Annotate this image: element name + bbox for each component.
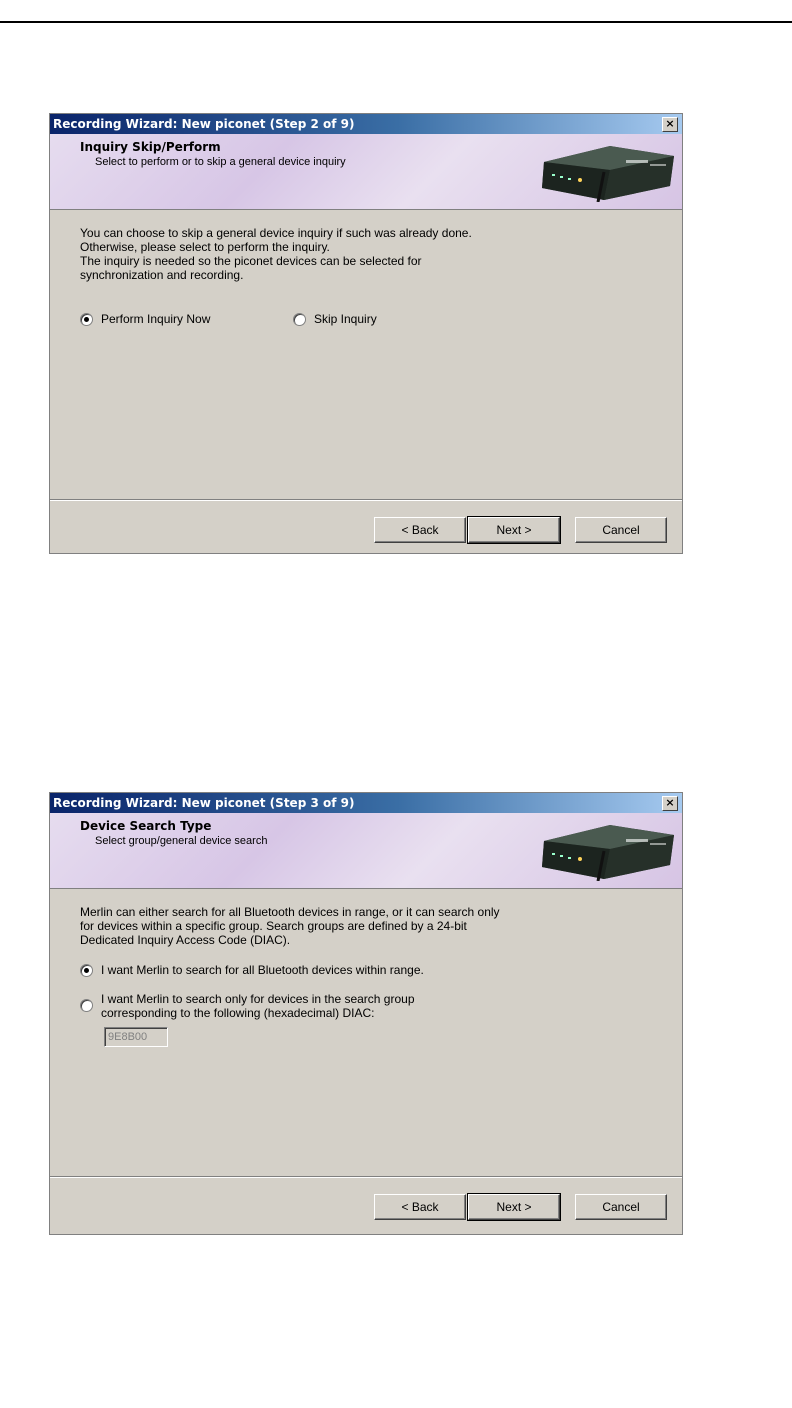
next-button[interactable]: Next > <box>468 1194 560 1220</box>
radio-label: Skip Inquiry <box>314 312 377 326</box>
next-button[interactable]: Next > <box>468 517 560 543</box>
radio-label: Perform Inquiry Now <box>101 312 211 326</box>
back-button[interactable]: < Back <box>374 517 466 543</box>
instructions-line: You can choose to skip a general device inquiry if such was already done. <box>80 226 472 240</box>
diac-input[interactable]: 9E8B00 <box>104 1027 168 1047</box>
radio-label-line: corresponding to the following (hexadecimal) DIAC: <box>101 1006 375 1020</box>
analyzer-device-image <box>540 821 676 881</box>
window-title: Recording Wizard: New piconet (Step 3 of 9) <box>53 796 355 810</box>
header-title: Inquiry Skip/Perform <box>80 140 221 154</box>
instructions-text <box>80 905 620 947</box>
instructions-line: synchronization and recording. <box>80 268 244 282</box>
button-area-divider <box>50 499 682 501</box>
radio-label-line: I want Merlin to search only for devices in the search group <box>101 992 415 1006</box>
header-title: Device Search Type <box>80 819 212 833</box>
search-group-radio[interactable] <box>80 992 415 1020</box>
instructions-line: Merlin can either search for all Bluetooth devices in range, or it can search only <box>80 905 500 919</box>
title-bar[interactable] <box>50 114 682 134</box>
radio-unchecked-icon <box>80 999 93 1012</box>
radio-label: I want Merlin to search for all Bluetooth devices within range. <box>101 963 424 977</box>
page-top-rule <box>0 21 792 23</box>
close-button[interactable]: × <box>662 796 678 811</box>
wizard-header <box>50 813 682 889</box>
instructions-line: for devices within a specific group. Search groups are defined by a 24-bit <box>80 919 467 933</box>
instructions-line: Dedicated Inquiry Access Code (DIAC). <box>80 933 291 947</box>
header-subtitle: Select to perform or to skip a general device inquiry <box>95 156 346 168</box>
search-all-devices-radio[interactable] <box>80 963 424 977</box>
perform-inquiry-radio[interactable] <box>80 312 210 326</box>
instructions-line: The inquiry is needed so the piconet devices can be selected for <box>80 254 422 268</box>
back-button[interactable]: < Back <box>374 1194 466 1220</box>
title-bar[interactable] <box>50 793 682 813</box>
cancel-button[interactable]: Cancel <box>575 517 667 543</box>
radio-unchecked-icon <box>293 313 306 326</box>
radio-label <box>101 992 415 1020</box>
radio-checked-icon <box>80 964 93 977</box>
instructions-text <box>80 226 620 282</box>
header-subtitle: Select group/general device search <box>95 835 268 847</box>
button-area-divider <box>50 1176 682 1178</box>
wizard-dialog-step-2 <box>49 113 683 554</box>
close-button[interactable]: × <box>662 117 678 132</box>
instructions-line: Otherwise, please select to perform the inquiry. <box>80 240 330 254</box>
skip-inquiry-radio[interactable] <box>293 312 377 326</box>
window-title: Recording Wizard: New piconet (Step 2 of 9) <box>53 117 355 131</box>
analyzer-device-image <box>540 142 676 202</box>
radio-checked-icon <box>80 313 93 326</box>
wizard-dialog-step-3 <box>49 792 683 1235</box>
wizard-header <box>50 134 682 210</box>
cancel-button[interactable]: Cancel <box>575 1194 667 1220</box>
